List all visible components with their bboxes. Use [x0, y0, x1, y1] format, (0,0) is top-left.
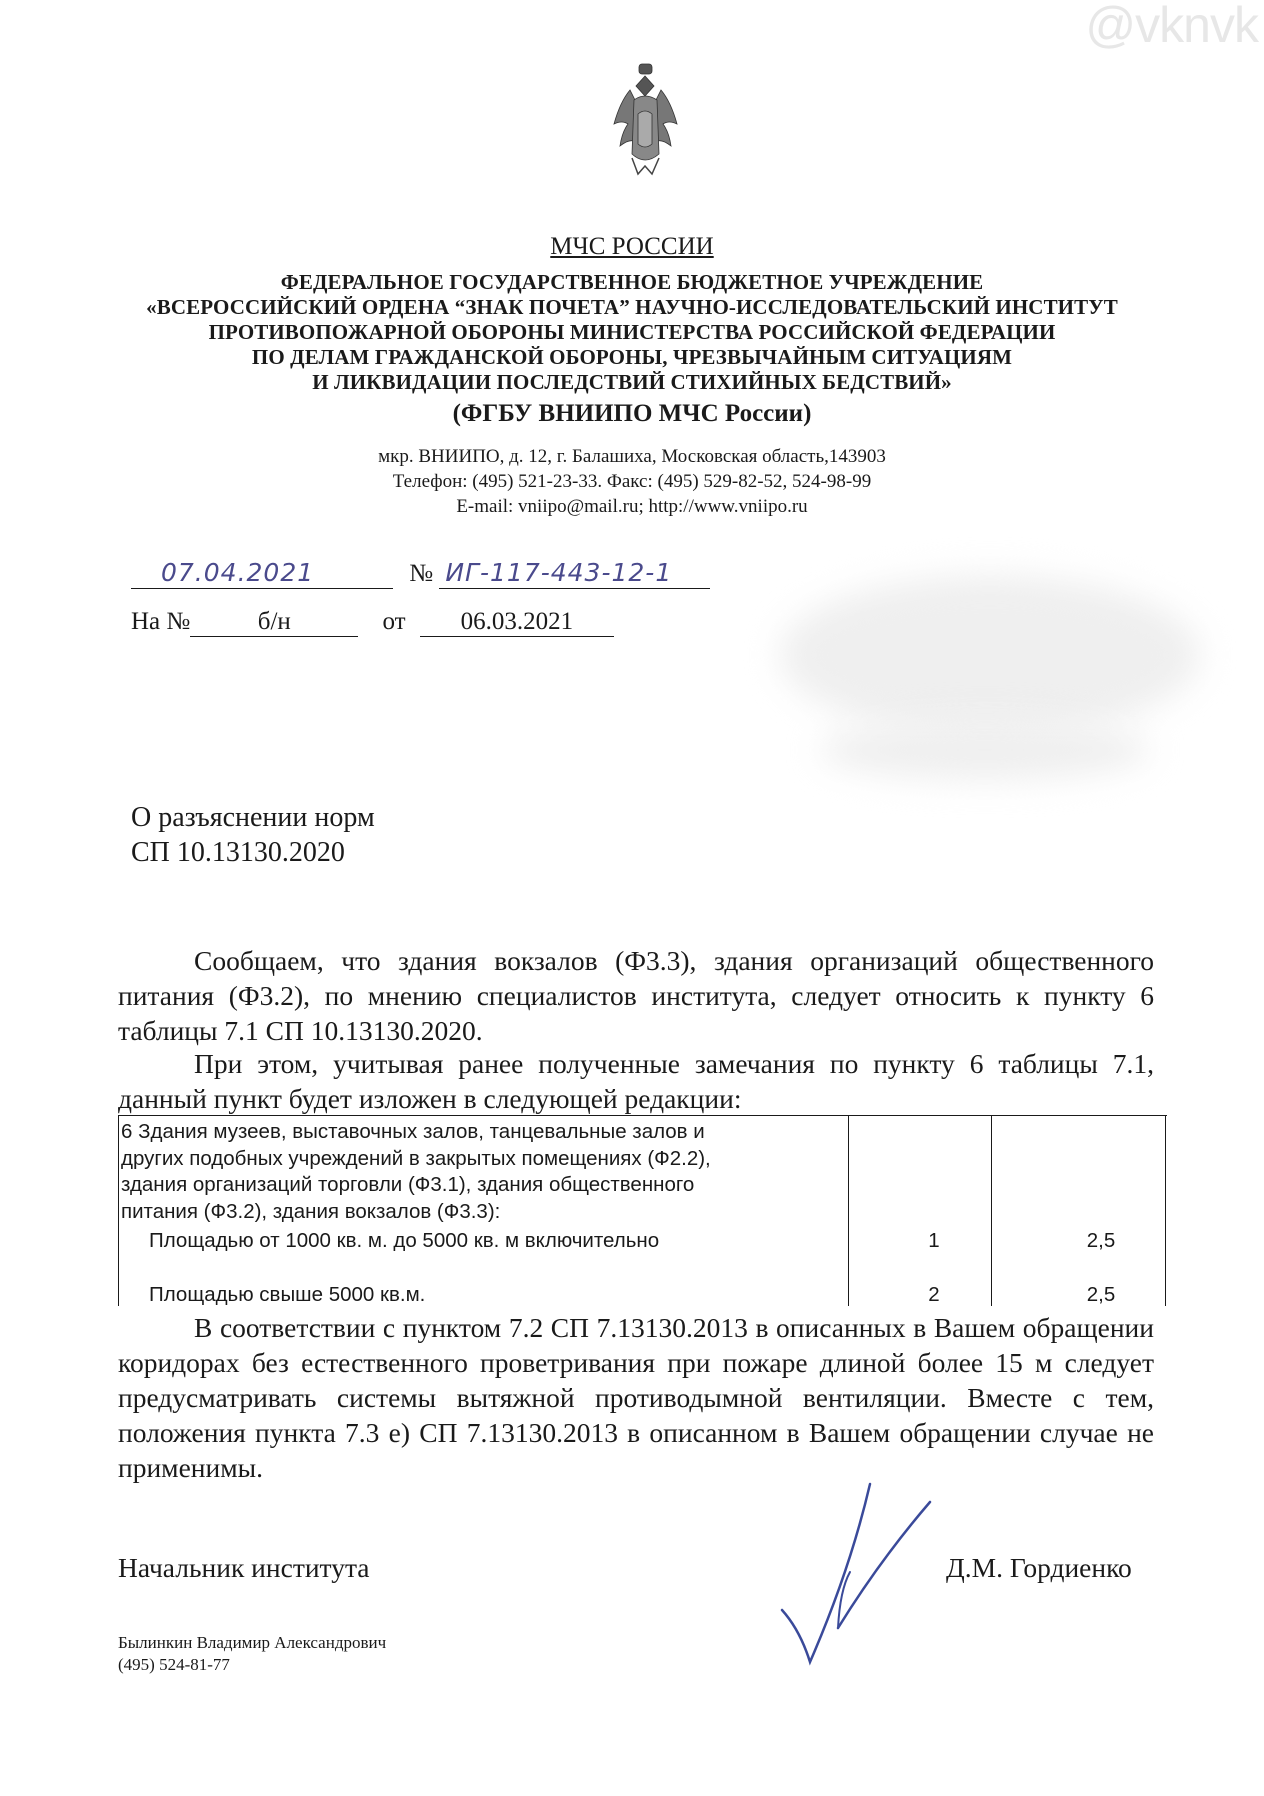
executor-phone: (495) 524-81-77: [118, 1655, 230, 1674]
org-line: И ЛИКВИДАЦИИ ПОСЛЕДСТВИЙ СТИХИЙНЫХ БЕДСТВИЙ»: [312, 370, 952, 394]
organization-abbreviation: (ФГБУ ВНИИПО МЧС России): [452, 400, 812, 427]
outgoing-date: 07.04.2021: [161, 558, 315, 587]
emblem-icon: [608, 62, 683, 180]
paragraph: Сообщаем, что здания вокзалов (Ф3.3), здания организаций общественного питания (Ф3.2), по мнению специалистов института, следует относить к пункту 6 таблицы 7.1 СП 10.13130.2020.: [118, 945, 1154, 1046]
redacted-area: [780, 575, 1200, 735]
outgoing-number-field: [439, 558, 710, 589]
table-column-divider: [991, 1116, 992, 1306]
signatory-title: Начальник института: [118, 1552, 370, 1583]
org-line: ПО ДЕЛАМ ГРАЖДАНСКОЙ ОБОРОНЫ, ЧРЕЗВЫЧАЙНЫМ СИТУАЦИЯМ: [251, 345, 1013, 369]
paragraph: При этом, учитывая ранее полученные замечания по пункту 6 таблицы 7.1, данный пункт будет изложен в следующей редакции:: [118, 1048, 1154, 1114]
table-cell-value: 1: [928, 1229, 940, 1252]
table-cell-value: 2: [928, 1283, 940, 1306]
table-item-line: других подобных учреждений в закрытых помещениях (Ф2.2),: [121, 1146, 711, 1170]
org-line: ФЕДЕРАЛЬНОЕ ГОСУДАРСТВЕННОЕ БЮДЖЕТНОЕ УЧРЕЖДЕНИЕ: [280, 270, 984, 294]
reference-line: [131, 608, 614, 637]
outgoing-date-field: [131, 558, 393, 589]
executor-name: Былинкин Владимир Александрович: [118, 1633, 387, 1652]
agency-name: МЧС РОССИИ: [550, 233, 714, 260]
table-item-line: здания организаций торговли (Ф3.1), здания общественного: [121, 1173, 695, 1196]
body-paragraph-2: [118, 1046, 1154, 1116]
org-line: ПРОТИВОПОЖАРНОЙ ОБОРОНЫ МИНИСТЕРСТВА РОССИЙСКОЙ ФЕДЕРАЦИИ: [208, 320, 1056, 344]
subject-line: О разъяснении норм: [131, 802, 375, 833]
org-line: «ВСЕРОССИЙСКИЙ ОРДЕНА “ЗНАК ПОЧЕТА” НАУЧНО-ИССЛЕДОВАТЕЛЬСКИЙ ИНСТИТУТ: [146, 295, 1118, 319]
outgoing-number: ИГ-117-443-12-1: [445, 558, 673, 587]
registration-line: [131, 558, 710, 589]
ref-label: На №: [131, 608, 191, 635]
redacted-area: [820, 720, 1150, 780]
ref-date-field: [420, 608, 614, 637]
table-item-line: питания (Ф3.2), здания вокзалов (Ф3.3):: [121, 1199, 501, 1223]
table-item-text: [121, 1119, 711, 1225]
ref-from-label: от: [382, 608, 406, 635]
executor-block: [118, 1632, 386, 1676]
signatory-name: Д.М. Гордиенко: [946, 1552, 1132, 1583]
norms-table: [118, 1115, 1167, 1306]
phone-fax: Телефон: (495) 521-23-33. Факс: (495) 529-82-52, 524-98-99: [392, 471, 872, 492]
table-column-divider: [1165, 1116, 1166, 1306]
body-paragraph-1: [118, 943, 1154, 1048]
number-label: №: [409, 560, 434, 587]
table-row-label: Площадью свыше 5000 кв.м.: [149, 1283, 426, 1306]
subject: [131, 800, 375, 870]
table-cell-value: 2,5: [1086, 1283, 1116, 1306]
signature-icon: [770, 1480, 940, 1670]
table-cell-value: 2,5: [1086, 1229, 1116, 1252]
ref-number-field: [190, 608, 358, 637]
email-web: E-mail: vniipo@mail.ru; http://www.vniipo.ru: [456, 496, 808, 517]
body-paragraph-3: [118, 1310, 1154, 1485]
contacts-block: [0, 444, 1264, 519]
watermark: @vknvk: [1085, 0, 1258, 53]
ref-number: б/н: [257, 608, 291, 635]
paragraph: В соответствии с пунктом 7.2 СП 7.13130.2013 в описанных в Вашем обращении коридорах без естественного проветривания при пожаре длиной более 15 м следует предусматривать системы вытяжной противодымной вентиляции. Вместе с тем, положения пункта 7.3 е) СП 7.13130.2013 в описанном в Вашем обращении случае не применимы.: [118, 1312, 1154, 1483]
table-row-label: Площадью от 1000 кв. м. до 5000 кв. м включительно: [149, 1229, 660, 1252]
address: мкр. ВНИИПО, д. 12, г. Балашиха, Московская область,143903: [378, 446, 886, 467]
table-item-line: 6 Здания музеев, выставочных залов, танцевальные залов и: [121, 1120, 705, 1143]
table-column-divider: [848, 1116, 849, 1306]
ref-date: 06.03.2021: [460, 608, 574, 635]
organization-name: [0, 270, 1264, 395]
subject-line: СП 10.13130.2020: [131, 837, 345, 868]
